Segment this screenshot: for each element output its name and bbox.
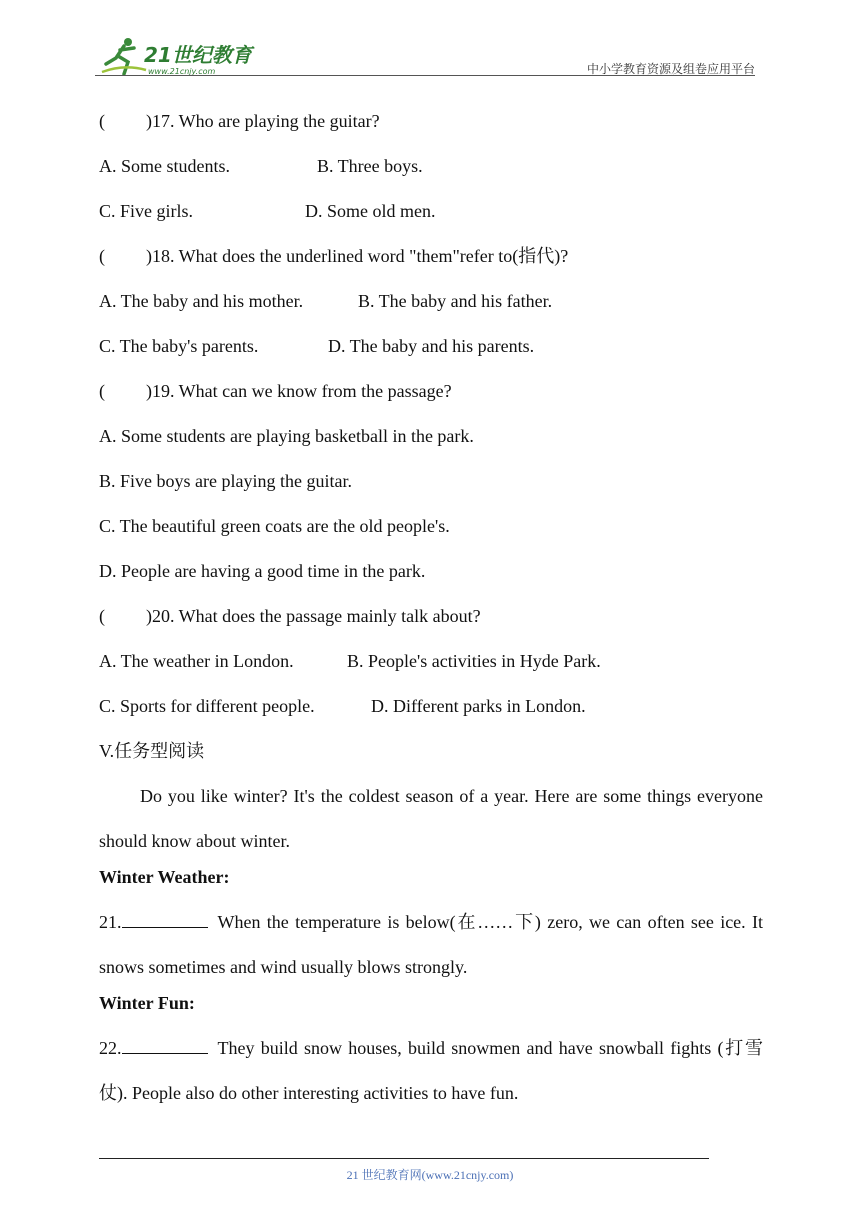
question-17-options-ab: A. Some students. B. Three boys. xyxy=(99,156,423,176)
header-platform-text: 中小学教育资源及组卷应用平台 xyxy=(586,62,755,76)
item-21: 21. When the temperature is below(在……下) zero, we can often see ice. It snows sometimes and wind usually blows strongly. xyxy=(99,900,763,990)
document-body xyxy=(99,108,763,1116)
question-20-stem: ( )20. What does the passage mainly talk about? xyxy=(99,606,481,626)
answer-blank-21[interactable] xyxy=(122,909,208,928)
logo-main-text: 21世纪教育 xyxy=(144,43,252,67)
question-19-option-a: A. Some students are playing basketball in the park. xyxy=(99,426,474,446)
question-18-stem: ( )18. What does the underlined word "them"refer to(指代)? xyxy=(99,246,569,266)
site-logo xyxy=(94,34,264,78)
runner-icon xyxy=(102,38,146,74)
header-divider xyxy=(95,75,755,76)
question-18-options-ab: A. The baby and his mother. B. The baby and his father. xyxy=(99,291,553,311)
section-v-intro: Do you like winter? It's the coldest season of a year. Here are some things everyone should know about winter. xyxy=(99,786,763,851)
question-19-stem: ( )19. What can we know from the passage? xyxy=(99,381,452,401)
question-18-options-cd: C. The baby's parents. D. The baby and his parents. xyxy=(99,336,535,356)
question-17-options-cd: C. Five girls. D. Some old men. xyxy=(99,201,436,221)
question-19-option-b: B. Five boys are playing the guitar. xyxy=(99,471,352,491)
heading-winter-weather: Winter Weather: xyxy=(99,867,230,887)
item-22: 22. They build snow houses, build snowmen and have snowball fights (打雪仗). People also do other interesting activities to have fun. xyxy=(99,1026,763,1116)
question-20-options-cd: C. Sports for different people. D. Different parks in London. xyxy=(99,696,586,716)
question-19-option-c: C. The beautiful green coats are the old people's. xyxy=(99,516,450,536)
heading-winter-fun: Winter Fun: xyxy=(99,993,195,1013)
question-19-option-d: D. People are having a good time in the park. xyxy=(99,561,426,581)
page-header xyxy=(90,30,755,80)
question-17-stem: ( )17. Who are playing the guitar? xyxy=(99,111,380,131)
question-20-options-ab: A. The weather in London. B. People's activities in Hyde Park. xyxy=(99,651,601,671)
logo-url-text: www.21cnjy.com xyxy=(148,67,216,76)
footer-text: 21 世纪教育网(www.21cnjy.com) xyxy=(346,1168,514,1182)
section-v-title: V.任务型阅读 xyxy=(99,741,205,761)
footer-divider xyxy=(99,1158,709,1159)
answer-blank-22[interactable] xyxy=(122,1035,208,1054)
